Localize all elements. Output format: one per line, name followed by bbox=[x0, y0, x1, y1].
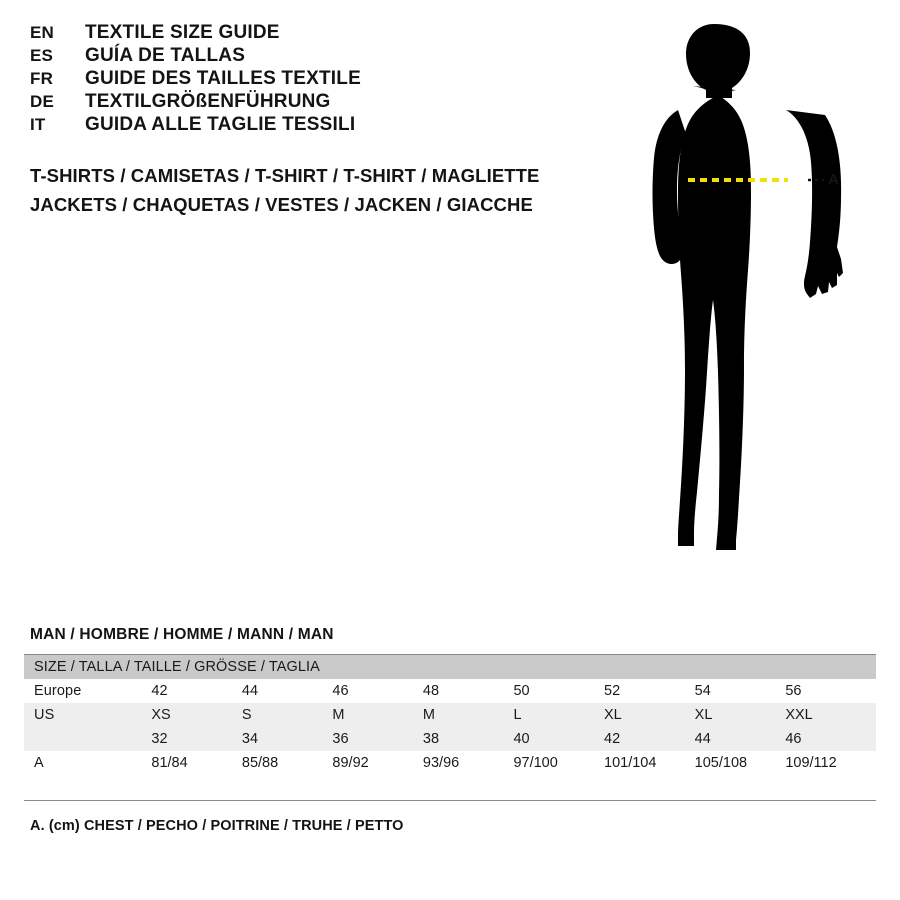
cell-value: 48 bbox=[423, 679, 514, 703]
figure-illustration bbox=[610, 14, 880, 594]
cell-value: 44 bbox=[242, 679, 333, 703]
table-footnote: A. (cm) CHEST / PECHO / POITRINE / TRUHE / PETTO bbox=[30, 818, 404, 834]
cell-value: 50 bbox=[513, 679, 604, 703]
cell-value: XXL bbox=[785, 703, 876, 727]
language-row bbox=[30, 45, 590, 67]
language-row bbox=[30, 91, 590, 113]
cell-value: 109/112 bbox=[785, 751, 876, 775]
cell-value: 46 bbox=[332, 679, 423, 703]
language-code: IT bbox=[30, 115, 46, 134]
table-header-row bbox=[24, 655, 876, 679]
language-title: TEXTILE SIZE GUIDE bbox=[85, 22, 280, 43]
cell-value: S bbox=[242, 703, 333, 727]
language-title: GUIDA ALLE TAGLIE TESSILI bbox=[85, 114, 356, 135]
cell-value: M bbox=[423, 703, 514, 727]
cell-value: L bbox=[513, 703, 604, 727]
cell-value: 42 bbox=[151, 679, 242, 703]
cell-value: 54 bbox=[695, 679, 786, 703]
cell-value: 93/96 bbox=[423, 751, 514, 775]
cell-value: 101/104 bbox=[604, 751, 695, 775]
cell-value: XL bbox=[604, 703, 695, 727]
row-label-a: A bbox=[24, 751, 151, 775]
garment-type-block bbox=[30, 165, 590, 223]
cell-value: 44 bbox=[695, 727, 786, 751]
cell-value: 36 bbox=[332, 727, 423, 751]
size-table bbox=[24, 655, 876, 775]
language-row bbox=[30, 114, 590, 136]
table-bottom-rule bbox=[24, 800, 876, 801]
cell-value: 97/100 bbox=[513, 751, 604, 775]
row-label-us: US bbox=[24, 703, 151, 727]
table-row bbox=[24, 727, 876, 751]
cell-value: 85/88 bbox=[242, 751, 333, 775]
language-title: TEXTILGRÖßENFÜHRUNG bbox=[85, 91, 331, 112]
cell-value: 89/92 bbox=[332, 751, 423, 775]
measure-label-a: A bbox=[828, 171, 840, 188]
language-title: GUIDE DES TAILLES TEXTILE bbox=[85, 68, 361, 89]
cell-value: 46 bbox=[785, 727, 876, 751]
language-code: ES bbox=[30, 46, 54, 65]
language-title-block bbox=[30, 22, 590, 137]
garment-line-tshirts: T-SHIRTS / CAMISETAS / T-SHIRT / T-SHIRT / MAGLIETTE bbox=[30, 165, 540, 186]
cell-value: 40 bbox=[513, 727, 604, 751]
cell-value: XL bbox=[695, 703, 786, 727]
language-row bbox=[30, 22, 590, 44]
language-code: FR bbox=[30, 69, 54, 88]
cell-value: 52 bbox=[604, 679, 695, 703]
cell-value: 38 bbox=[423, 727, 514, 751]
man-silhouette-icon bbox=[610, 14, 880, 594]
cell-value: 32 bbox=[151, 727, 242, 751]
cell-value: 81/84 bbox=[151, 751, 242, 775]
language-title: GUÍA DE TALLAS bbox=[85, 45, 246, 66]
language-code: EN bbox=[30, 23, 55, 42]
table-row bbox=[24, 703, 876, 727]
cell-value: M bbox=[332, 703, 423, 727]
row-label-europe: Europe bbox=[24, 679, 151, 703]
language-code: DE bbox=[30, 92, 55, 111]
garment-line-jackets: JACKETS / CHAQUETAS / VESTES / JACKEN / GIACCHE bbox=[30, 194, 533, 215]
table-row bbox=[24, 679, 876, 703]
cell-value: 34 bbox=[242, 727, 333, 751]
table-header-label: SIZE / TALLA / TAILLE / GRÖSSE / TAGLIA bbox=[24, 655, 876, 679]
table-row bbox=[24, 751, 876, 775]
table-group-title: MAN / HOMBRE / HOMME / MANN / MAN bbox=[30, 626, 334, 643]
language-row bbox=[30, 68, 590, 90]
cell-value: 105/108 bbox=[695, 751, 786, 775]
cell-value: 42 bbox=[604, 727, 695, 751]
cell-value: XS bbox=[151, 703, 242, 727]
cell-value: 56 bbox=[785, 679, 876, 703]
row-label-us-numeric bbox=[24, 727, 151, 751]
